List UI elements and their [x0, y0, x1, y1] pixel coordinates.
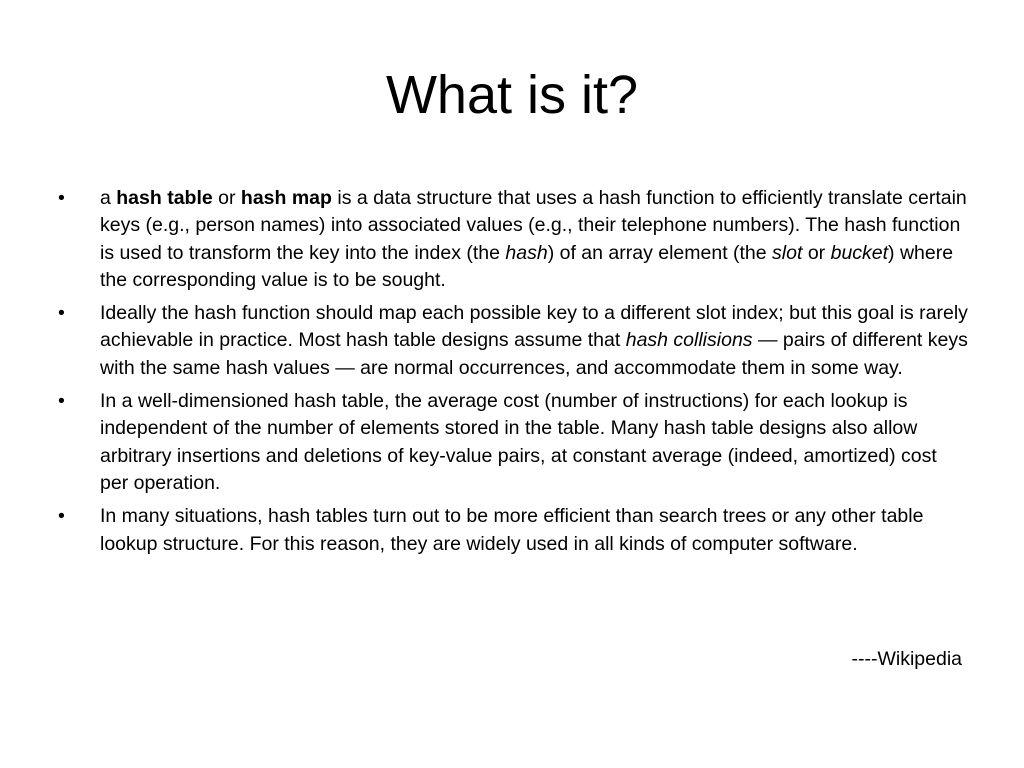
text-fragment: or: [802, 241, 831, 264]
bullet-icon: •: [58, 302, 65, 325]
bullet-text: In a well-dimensioned hash table, the average cost (number of instructions) for each lookup is independent of the number of elements stored in the table. Many hash table designs also allow arbitrary insertions and deletions of key-value pairs, at constant average (indeed, amortized) cost per operation.: [100, 390, 937, 494]
slide-title: What is it?: [385, 65, 639, 125]
italic-term-bucket: bucket: [830, 241, 889, 264]
bullet-item-1: [56, 185, 968, 294]
italic-term-hash: hash: [505, 241, 548, 264]
bold-term-hash-map: hash map: [240, 187, 332, 209]
text-fragment: ) where the corresponding value is to be sought.: [100, 241, 954, 291]
italic-term-slot: slot: [772, 241, 803, 264]
text-fragment: a: [100, 187, 117, 209]
bullet-text: In many situations, hash tables turn out to be more efficient than search trees or any other table lookup structure. For this reason, they are widely used in all kinds of computer software.: [100, 505, 924, 555]
bullet-list: [56, 185, 968, 564]
text-fragment: ) of an array element (the: [547, 241, 773, 264]
attribution: ----Wikipedia: [851, 648, 962, 670]
bullet-item-4: [56, 503, 968, 558]
bullet-icon: •: [58, 505, 65, 528]
text-fragment: or: [212, 187, 241, 209]
text-fragment: — pairs of different keys with the same hash values — are normal occurrences, and accommodate them in some way.: [100, 329, 968, 379]
italic-term-hash-collisions: hash collisions: [625, 329, 753, 352]
bullet-icon: •: [58, 187, 65, 209]
text-fragment: is a data structure that uses a hash function to efficiently translate certain keys (e.g., person names) into associated values (e.g., their telephone numbers). The hash function is used to transform the key into the index (the: [100, 187, 967, 264]
bullet-item-3: [56, 388, 968, 497]
text-fragment: Ideally the hash function should map each possible key to a different slot index; but this goal is rarely achievable in practice. Most hash table designs assume that: [100, 302, 968, 352]
bullet-item-2: [56, 300, 968, 382]
bullet-icon: •: [58, 390, 65, 413]
bold-term-hash-table: hash table: [116, 187, 213, 209]
